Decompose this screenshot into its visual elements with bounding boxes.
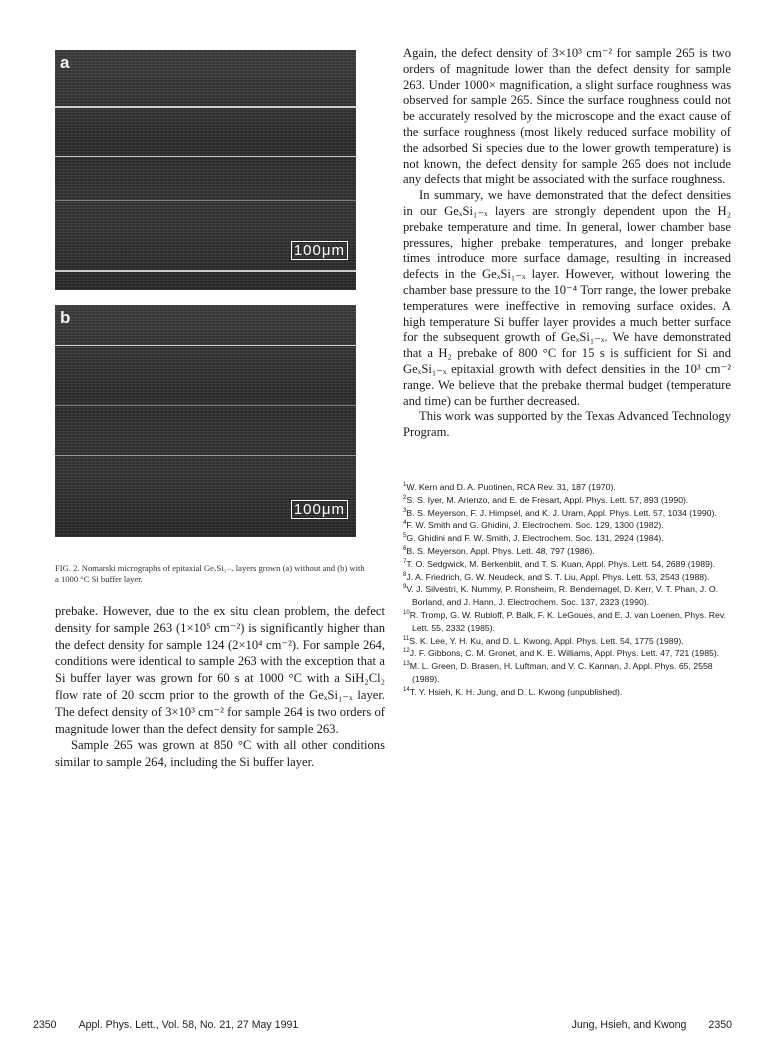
paragraph: prebake. However, due to the ex situ clean problem, the defect density for sample 263 (1×10⁵ cm⁻²) is significantly higher than the defect density for sample 124 (2×10⁴ cm⁻²). For sample 264, conditions were identical to sample 263 with the exception that a Si buffer layer was grown for 60 s at 1000 °C with a SiH₂Cl₂ flow rate of 20 sccm prior to the growth of the GeₓSi₁₋ₓ layer. The defect density of 3×10³ cm⁻² for sample 264 is two orders of magnitude lower than the defect density for sample 263. (55, 604, 385, 736)
image-band (55, 156, 356, 157)
reference-item: $^5$G. Ghidini and F. W. Smith, J. Electrochem. Soc. 131, 2924 (1984). (403, 533, 664, 544)
reference-item: $^9$V. J. Silvestri, K. Nummy, P. Ronsheim, R. Bendernagel, D. Kerr, V. T. Phan, J. O. Borland, and J. Hann, J. Electrochem. Soc. 137, 2323 (1990). (403, 584, 719, 608)
micrograph-b (55, 305, 356, 537)
scale-bar-b: 100μm (291, 500, 348, 519)
reference-item: $^2$S. S. Iyer, M. Arienzo, and E. de Fresart, Appl. Phys. Lett. 57, 893 (1990). (403, 494, 689, 505)
panel-letter-a: a (60, 53, 70, 72)
image-band (55, 106, 356, 108)
reference-item: $^{13}$M. L. Green, D. Brasen, H. Luftman, and V. C. Kannan, J. Appl. Phys. 65, 2558 (1989). (403, 661, 713, 684)
micrograph-a (55, 50, 356, 290)
caption-lead: FIG. 2. (55, 563, 80, 573)
paragraph: In summary, we have demonstrated that the defect densities in our GeₓSi₁₋ₓ layers are strongly dependent upon the H₂ prebake temperature and time. In general, lower chamber base pressures, higher prebake temperatures, and longer prebake times introduce more surface damage, resulting in increased defects in the GeₓSi₁₋ₓ layer. However, without lowering the chamber base pressure to the 10⁻⁴ Torr range, the lower prebake temperatures were ineffective in removing surface oxides. A high temperature Si buffer layer provides a much better surface for the subsequent growth of GeₓSi₁₋ₓ. We have demonstrated that a H₂ prebake of 800 °C for 15 s is sufficient for Si and GeₓSi₁₋ₓ epitaxial growth with defect densities in the 10³ cm⁻² range. We believe that the prebake thermal budget (temperature and time) can be further decreased. (403, 188, 731, 408)
reference-list (403, 481, 733, 699)
reference-item: $^3$B. S. Meyerson, F. J. Himpsel, and K. J. Uram, Appl. Phys. Lett. 57, 1034 (1990). (403, 507, 717, 518)
paragraph: This work was supported by the Texas Advanced Technology Program. (403, 409, 731, 440)
reference-item: $^{11}$S. K. Lee, Y. H. Ku, and D. L. Kwong, Appl. Phys. Lett. 54, 1775 (1989). (403, 635, 684, 646)
page-number-right: 2350 (708, 1019, 732, 1031)
caption-text: Nomarski micrographs of epitaxial GeₓSi₁₋ₓ layers grown (a) without and (b) with a 1000 °C Si buffer layer. (55, 563, 365, 584)
reference-item: $^{12}$J. F. Gibbons, C. M. Gronet, and K. E. Williams, Appl. Phys. Lett. 47, 721 (1985). (403, 648, 720, 659)
reference-item: $^7$T. O. Sedgwick, M. Berkenblit, and T. S. Kuan, Appl. Phys. Lett. 54, 2689 (1989). (403, 558, 716, 569)
reference-item: $^6$B. S. Meyerson, Appl. Phys. Lett. 48, 797 (1986). (403, 545, 595, 556)
panel-letter-b: b (60, 308, 71, 327)
reference-item: $^8$J. A. Friedrich, G. W. Neudeck, and S. T. Liu, Appl. Phys. Lett. 53, 2543 (1988). (403, 571, 710, 582)
image-band (55, 200, 356, 201)
journal-citation: Appl. Phys. Lett., Vol. 58, No. 21, 27 May 1991 (78, 1019, 299, 1031)
figure-caption (55, 563, 365, 585)
reference-item: $^{10}$R. Tromp, G. W. Rubloff, P. Balk, F. K. LeGoues, and E. J. van Loenen, Phys. Rev. Lett. 55, 2332 (1985). (403, 609, 726, 633)
reference-item: $^4$F. W. Smith and G. Ghidini, J. Electrochem. Soc. 129, 1300 (1982). (403, 520, 664, 531)
reference-item: $^1$W. Kern and D. A. Puotinen, RCA Rev. 31, 187 (1970). (403, 482, 616, 492)
footer-left (33, 1019, 298, 1031)
running-authors: Jung, Hsieh, and Kwong (571, 1019, 687, 1031)
image-band (55, 405, 356, 406)
right-column-text (403, 46, 731, 441)
scale-bar-a: 100μm (291, 241, 348, 260)
image-band (55, 455, 356, 456)
paragraph: Sample 265 was grown at 850 °C with all other conditions similar to sample 264, including the Si buffer layer. (55, 738, 385, 770)
footer-right (572, 1019, 732, 1031)
paragraph: Again, the defect density of 3×10³ cm⁻² for sample 265 is two orders of magnitude lower than the defect density for sample 263. Under 1000× magnification, a slight surface roughness was observed for sample 265. Since the surface roughness could not be accurately resolved by the microscope and the exact cause of the surface roughness (most likely reduced surface mobility of the adsorbed Si species due to the lower growth temperature) is not known, the defect density for sample 265 does not include any defects that might be associated with the surface roughness. (403, 46, 731, 187)
page-number-left: 2350 (33, 1019, 57, 1031)
reference-item: $^{14}$T. Y. Hsieh, K. H. Jung, and D. L. Kwong (unpublished). (403, 686, 623, 697)
image-band (55, 270, 356, 272)
image-band (55, 345, 356, 346)
left-column-text (55, 603, 385, 771)
